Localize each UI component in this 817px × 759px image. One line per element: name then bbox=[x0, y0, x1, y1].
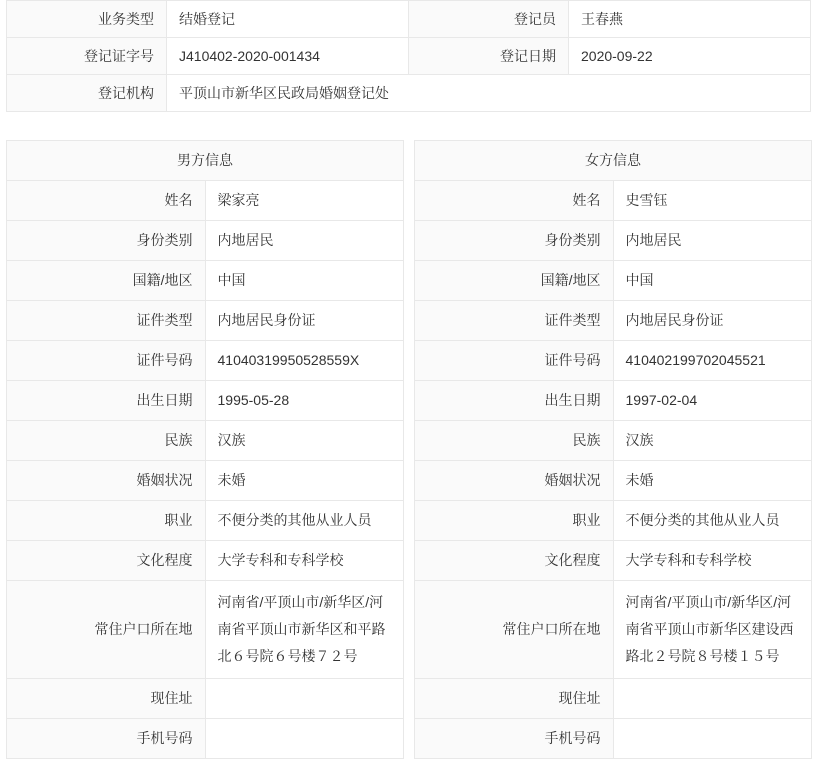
table-row bbox=[7, 461, 404, 501]
female-marital-status-value: 未婚 bbox=[613, 461, 812, 501]
female-occupation-label: 职业 bbox=[415, 501, 614, 541]
female-info-table bbox=[414, 140, 812, 759]
female-section-title: 女方信息 bbox=[415, 141, 812, 181]
party-section bbox=[6, 140, 811, 759]
registrar-value: 王春燕 bbox=[569, 1, 811, 38]
female-identity-type-label: 身份类别 bbox=[415, 221, 614, 261]
table-row bbox=[7, 341, 404, 381]
table-row bbox=[7, 679, 404, 719]
table-row bbox=[7, 181, 404, 221]
table-row bbox=[7, 261, 404, 301]
male-occupation-label: 职业 bbox=[7, 501, 206, 541]
table-row bbox=[415, 541, 812, 581]
female-id-number-label: 证件号码 bbox=[415, 341, 614, 381]
table-row bbox=[415, 221, 812, 261]
table-row bbox=[415, 301, 812, 341]
table-row bbox=[415, 141, 812, 181]
male-marital-status-value: 未婚 bbox=[205, 461, 404, 501]
male-birth-date-label: 出生日期 bbox=[7, 381, 206, 421]
male-name-label: 姓名 bbox=[7, 181, 206, 221]
registration-org-value: 平顶山市新华区民政局婚姻登记处 bbox=[167, 75, 811, 112]
female-name-value: 史雪钰 bbox=[613, 181, 812, 221]
female-id-type-label: 证件类型 bbox=[415, 301, 614, 341]
certificate-number-value: J410402-2020-001434 bbox=[167, 38, 409, 75]
male-ethnicity-label: 民族 bbox=[7, 421, 206, 461]
certificate-number-label: 登记证字号 bbox=[7, 38, 167, 75]
female-party-block bbox=[414, 140, 812, 759]
male-phone-value bbox=[205, 719, 404, 759]
table-row bbox=[7, 221, 404, 261]
female-id-type-value: 内地居民身份证 bbox=[613, 301, 812, 341]
female-marital-status-label: 婚姻状况 bbox=[415, 461, 614, 501]
male-phone-label: 手机号码 bbox=[7, 719, 206, 759]
registration-date-value: 2020-09-22 bbox=[569, 38, 811, 75]
female-ethnicity-label: 民族 bbox=[415, 421, 614, 461]
male-identity-type-value: 内地居民 bbox=[205, 221, 404, 261]
male-ethnicity-value: 汉族 bbox=[205, 421, 404, 461]
female-nationality-label: 国籍/地区 bbox=[415, 261, 614, 301]
female-household-address-label: 常住户口所在地 bbox=[415, 581, 614, 679]
male-nationality-label: 国籍/地区 bbox=[7, 261, 206, 301]
female-phone-value bbox=[613, 719, 812, 759]
female-education-label: 文化程度 bbox=[415, 541, 614, 581]
table-row bbox=[7, 581, 404, 679]
table-row bbox=[7, 381, 404, 421]
table-row bbox=[415, 261, 812, 301]
table-row bbox=[415, 381, 812, 421]
table-row bbox=[7, 541, 404, 581]
registration-date-label: 登记日期 bbox=[409, 38, 569, 75]
female-birth-date-value: 1997-02-04 bbox=[613, 381, 812, 421]
female-phone-label: 手机号码 bbox=[415, 719, 614, 759]
table-row bbox=[7, 1, 811, 38]
male-name-value: 梁家亮 bbox=[205, 181, 404, 221]
table-row bbox=[415, 341, 812, 381]
table-row bbox=[7, 719, 404, 759]
business-type-value: 结婚登记 bbox=[167, 1, 409, 38]
female-birth-date-label: 出生日期 bbox=[415, 381, 614, 421]
male-education-value: 大学专科和专科学校 bbox=[205, 541, 404, 581]
registration-org-label: 登记机构 bbox=[7, 75, 167, 112]
male-identity-type-label: 身份类别 bbox=[7, 221, 206, 261]
male-occupation-value: 不便分类的其他从业人员 bbox=[205, 501, 404, 541]
female-identity-type-value: 内地居民 bbox=[613, 221, 812, 261]
table-row bbox=[415, 421, 812, 461]
male-household-address-value: 河南省/平顶山市/新华区/河南省平顶山市新华区和平路北６号院６号楼７２号 bbox=[205, 581, 404, 679]
male-current-address-value bbox=[205, 679, 404, 719]
female-name-label: 姓名 bbox=[415, 181, 614, 221]
business-type-label: 业务类型 bbox=[7, 1, 167, 38]
table-row bbox=[7, 75, 811, 112]
female-nationality-value: 中国 bbox=[613, 261, 812, 301]
table-row bbox=[7, 301, 404, 341]
table-row bbox=[415, 181, 812, 221]
female-id-number-value: 410402199702045521 bbox=[613, 341, 812, 381]
male-section-title: 男方信息 bbox=[7, 141, 404, 181]
male-id-type-value: 内地居民身份证 bbox=[205, 301, 404, 341]
female-current-address-label: 现住址 bbox=[415, 679, 614, 719]
table-row bbox=[415, 719, 812, 759]
table-row bbox=[7, 141, 404, 181]
registration-info-table bbox=[6, 0, 811, 112]
male-birth-date-value: 1995-05-28 bbox=[205, 381, 404, 421]
male-party-block bbox=[6, 140, 404, 759]
male-current-address-label: 现住址 bbox=[7, 679, 206, 719]
male-marital-status-label: 婚姻状况 bbox=[7, 461, 206, 501]
table-row bbox=[7, 38, 811, 75]
registrar-label: 登记员 bbox=[409, 1, 569, 38]
table-row bbox=[415, 679, 812, 719]
male-id-number-label: 证件号码 bbox=[7, 341, 206, 381]
table-row bbox=[7, 501, 404, 541]
female-current-address-value bbox=[613, 679, 812, 719]
male-info-table bbox=[6, 140, 404, 759]
male-nationality-value: 中国 bbox=[205, 261, 404, 301]
female-household-address-value: 河南省/平顶山市/新华区/河南省平顶山市新华区建设西路北２号院８号楼１５号 bbox=[613, 581, 812, 679]
female-ethnicity-value: 汉族 bbox=[613, 421, 812, 461]
male-education-label: 文化程度 bbox=[7, 541, 206, 581]
female-education-value: 大学专科和专科学校 bbox=[613, 541, 812, 581]
male-id-type-label: 证件类型 bbox=[7, 301, 206, 341]
female-occupation-value: 不便分类的其他从业人员 bbox=[613, 501, 812, 541]
male-id-number-value: 41040319950528559X bbox=[205, 341, 404, 381]
table-row bbox=[415, 461, 812, 501]
table-row bbox=[415, 581, 812, 679]
male-household-address-label: 常住户口所在地 bbox=[7, 581, 206, 679]
table-row bbox=[7, 421, 404, 461]
table-row bbox=[415, 501, 812, 541]
